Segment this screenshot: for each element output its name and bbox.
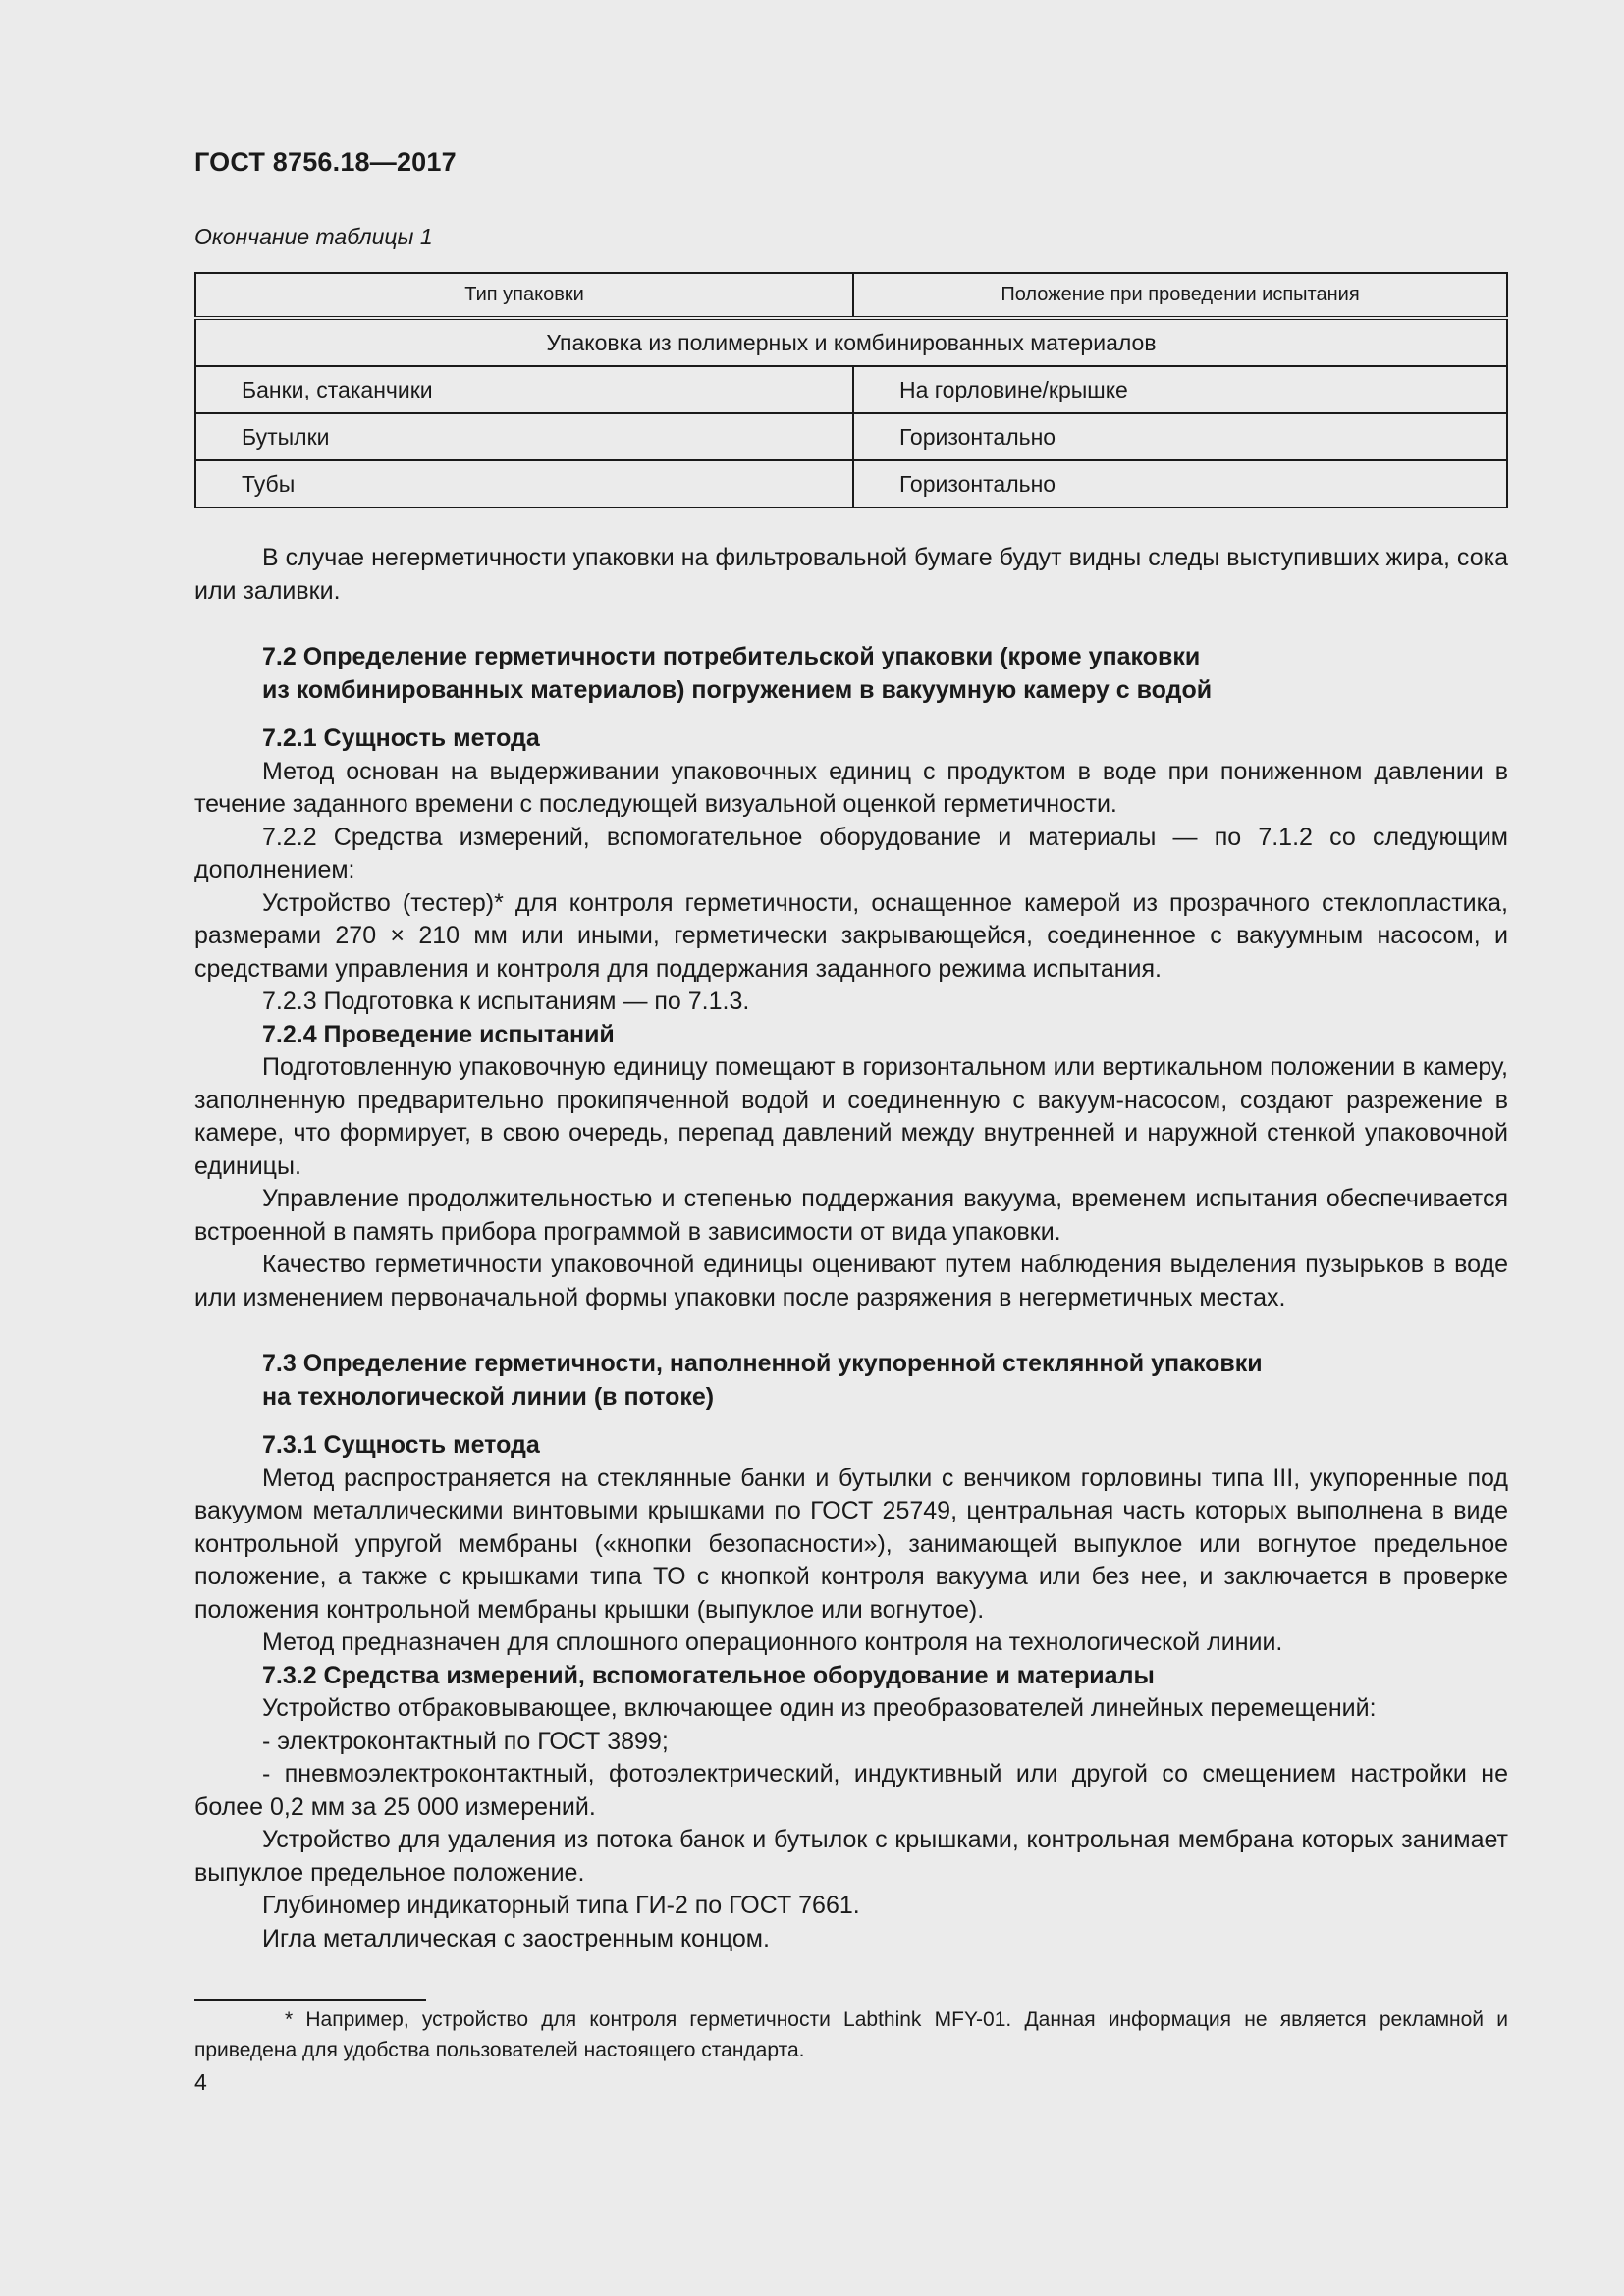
section-heading-line: 7.3 Определение герметичности, наполненной укупоренной стеклянной упаковки — [262, 1350, 1263, 1377]
section-heading-line: 7.2 Определение герметичности потребительской упаковки (кроме упаковки — [262, 643, 1201, 670]
table-cell: Горизонтально — [853, 413, 1507, 460]
paragraph: Управление продолжительностью и степенью поддержания вакуума, временем испытания обеспечивается встроенной в память прибора программой в зависимости от вида упаковки. — [194, 1185, 1508, 1246]
paragraph: Метод предназначен для сплошного операционного контроля на технологической линии. — [262, 1629, 1283, 1656]
paragraph: Метод распространяется на стеклянные банки и бутылки с венчиком горловины типа III, укупоренные под вакуумом металлическими винтовыми крышками по ГОСТ 25749, центральная часть которых выполнена в виде контрольной упругой мембраны («кнопки безопасности»), занимающей выпуклое или вогнутое предельное положение, а также с крышками типа ТО с кнопкой контроля вакуума или без нее, и заключается в проверке положения контрольной мембраны крышки (выпуклое или вогнутое). — [194, 1464, 1508, 1624]
subsection-heading-7-3-1: 7.3.1 Сущность метода — [262, 1431, 540, 1459]
page-number: 4 — [194, 2069, 207, 2095]
table-header-row — [195, 273, 1507, 318]
table-cell: Банки, стаканчики — [195, 366, 853, 413]
column-header-test-position: Положение при проведении испытания — [853, 273, 1507, 318]
packaging-table — [194, 272, 1508, 508]
paragraph: Качество герметичности упаковочной единицы оценивают путем наблюдения выделения пузырьков в воде или изменением первоначальной формы упаковки после разряжения в негерметичных местах. — [194, 1251, 1508, 1311]
table-cell: Бутылки — [195, 413, 853, 460]
table-cell: Горизонтально — [853, 460, 1507, 507]
section-heading-line: на технологической линии (в потоке) — [262, 1382, 715, 1411]
document-code: ГОСТ 8756.18—2017 — [194, 147, 457, 177]
table-row — [195, 413, 1507, 460]
footnote-divider — [194, 1999, 426, 2001]
subsection-heading-7-2-1: 7.2.1 Сущность метода — [262, 724, 540, 752]
paragraph: 7.2.2 Средства измерений, вспомогательное оборудование и материалы — по 7.1.2 со следующим дополнением: — [194, 823, 1508, 883]
paragraph: Устройство отбраковывающее, включающее один из преобразователей линейных перемещений: — [262, 1694, 1377, 1722]
section-heading-7-2 — [194, 641, 1508, 707]
paragraph: В случае негерметичности упаковки на фильтровальной бумаге будут видны следы выступивших жира, сока или заливки. — [194, 544, 1508, 605]
list-item: - пневмоэлектроконтактный, фотоэлектрический, индуктивный или другой со смещением настройки не более 0,2 мм за 25 000 измерений. — [194, 1760, 1508, 1821]
footnote — [194, 2004, 1508, 2065]
section-heading-7-3 — [194, 1348, 1508, 1414]
column-header-package-type: Тип упаковки — [195, 273, 853, 318]
table-cell: Тубы — [195, 460, 853, 507]
table-cell: На горловине/крышке — [853, 366, 1507, 413]
table-row — [195, 460, 1507, 507]
paragraph: Метод основан на выдерживании упаковочных единиц с продуктом в воде при пониженном давлении в течение заданного времени с последующей визуальной оценкой герметичности. — [194, 757, 1508, 818]
table-row — [195, 366, 1507, 413]
paragraph: Игла металлическая с заостренным концом. — [262, 1924, 770, 1952]
footnote-text: * Например, устройство для контроля герметичности Labthink MFY-01. Данная информация не является рекламной и приведена для удобства пользователей настоящего стандарта. — [194, 2008, 1508, 2061]
table-caption: Окончание таблицы 1 — [194, 224, 433, 249]
document-body — [194, 542, 1508, 1955]
paragraph: Глубиномер индикаторный типа ГИ-2 по ГОСТ 7661. — [262, 1892, 860, 1919]
table-group-title: Упаковка из полимерных и комбинированных материалов — [195, 318, 1507, 366]
paragraph: Устройство для удаления из потока банок и бутылок с крышками, контрольная мембрана которых занимает выпуклое предельное положение. — [194, 1826, 1508, 1887]
subsection-heading-7-2-4: 7.2.4 Проведение испытаний — [262, 1020, 615, 1048]
section-heading-line: из комбинированных материалов) погружением в вакуумную камеру с водой — [262, 675, 1213, 704]
table-group-row — [195, 318, 1507, 366]
subsection-heading-7-3-2: 7.3.2 Средства измерений, вспомогательное оборудование и материалы — [262, 1661, 1155, 1689]
list-item: - электроконтактный по ГОСТ 3899; — [262, 1727, 669, 1755]
paragraph: Устройство (тестер)* для контроля герметичности, оснащенное камерой из прозрачного стеклопластика, размерами 270 × 210 мм или иными, герметически закрывающейся, соединенное с вакуумным насосом, и средствами управления и контроля для поддержания заданного режима испытания. — [194, 888, 1508, 983]
paragraph: Подготовленную упаковочную единицу помещают в горизонтальном или вертикальном положении в камеру, заполненную предварительно прокипяченной водой и соединенную с вакуум-насосом, создают разрежение в камере, что формирует, в свою очередь, перепад давлений между внутренней и наружной стенкой упаковочной единицы. — [194, 1053, 1508, 1180]
paragraph: 7.2.3 Подготовка к испытаниям — по 7.1.3. — [262, 988, 750, 1015]
